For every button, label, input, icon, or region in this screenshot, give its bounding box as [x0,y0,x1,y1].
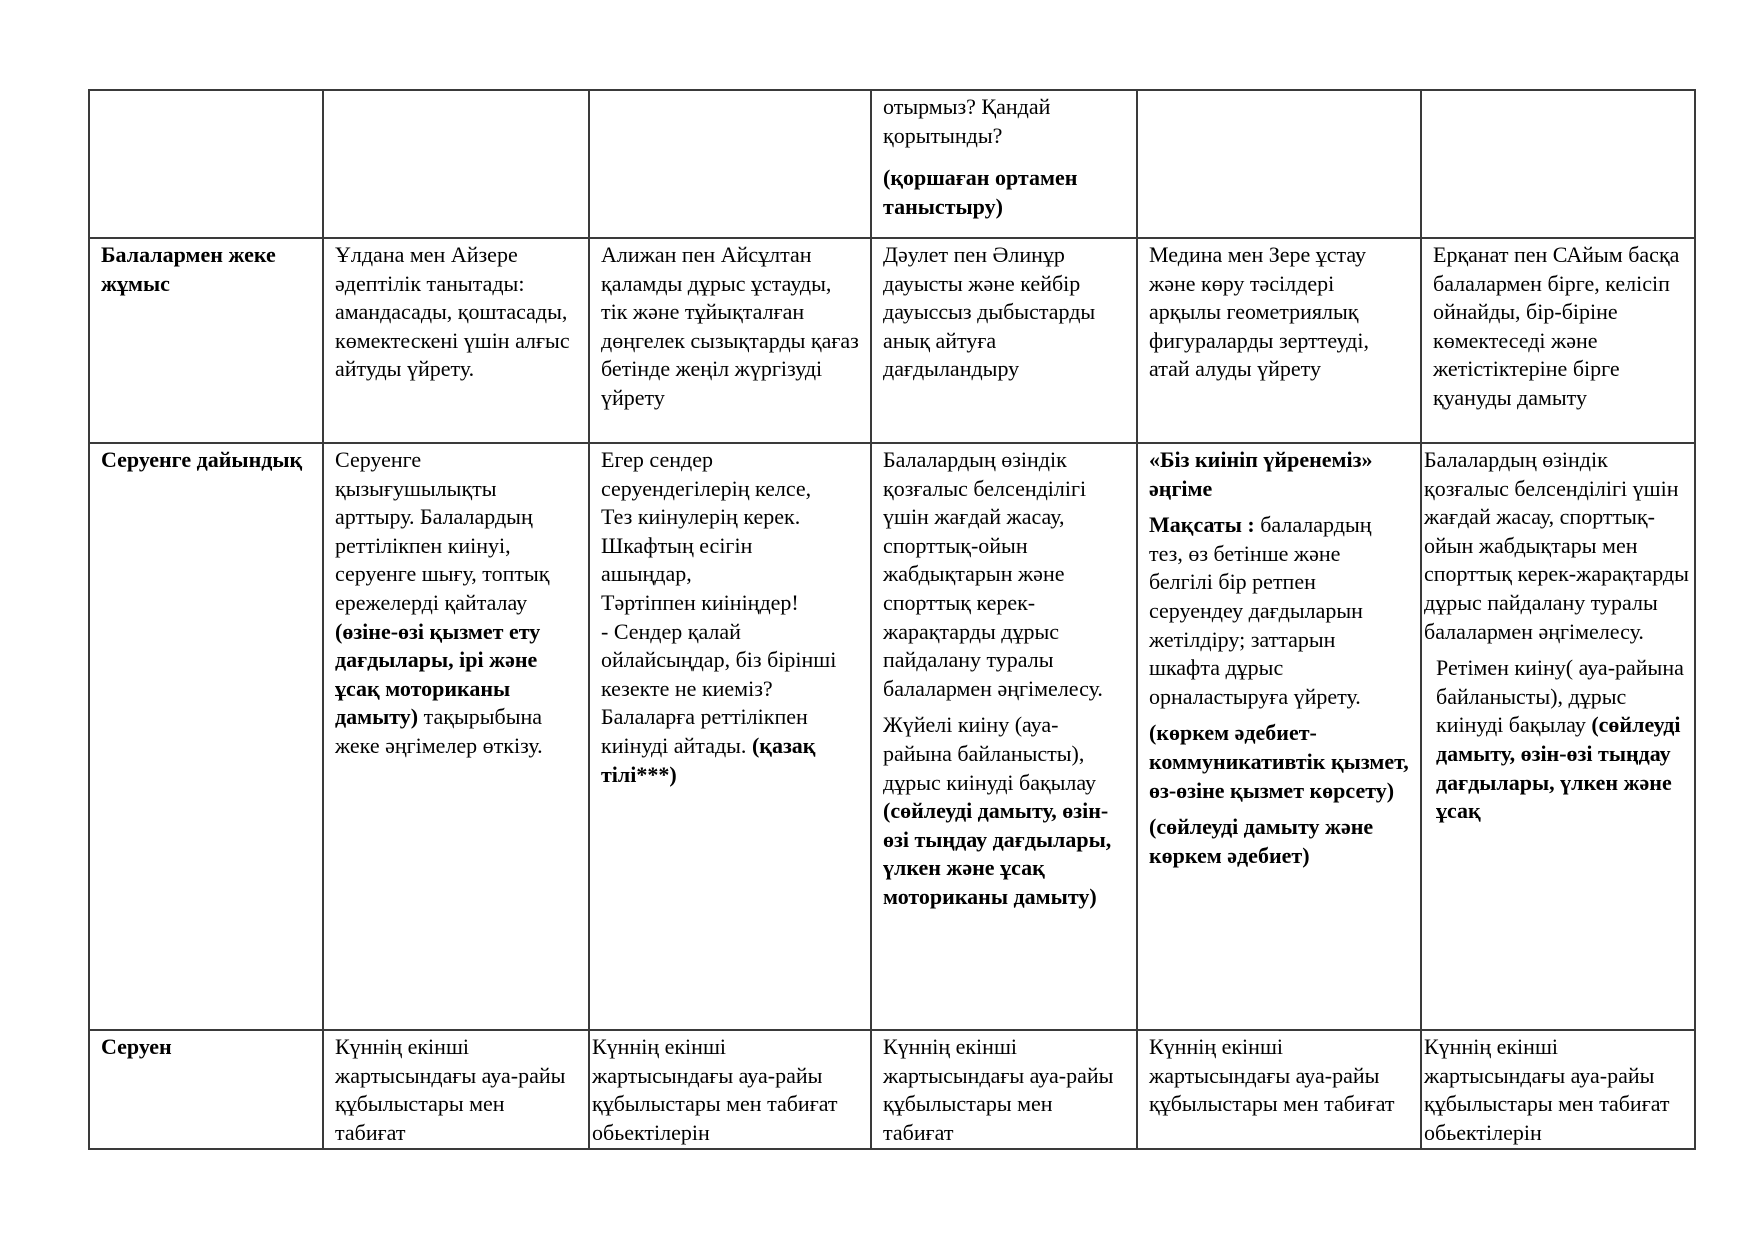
individual-work-tue: Алижан пен Айсұлтан қаламды дұрыс ұстауды, тік және тұйықталған дөңгелек сызықтарды қағаз бетінде жеңіл жүргізуді үйрету [589,238,871,443]
cell-label-empty [89,90,323,238]
walk-prep-mon [323,443,589,1030]
poem-line-4: Шкафтың есігін [601,532,753,558]
table-row-walk [89,1030,1695,1149]
walk-prep-wed-para-1: Балалардың өзіндік қозғалыс белсенділігі үшін жағдай жасау, спорттық-ойын жабдықтарын және спорттық керек-жарақтарды дұрыс пайдалану туралы балалармен әңгімелесу. [883,447,1103,701]
conversation-title: «Біз киініп үйренеміз» әңгіме [1149,447,1373,501]
continuation-line-1: отырмыз? Қандай [883,94,1051,119]
poem-line-6: Тәртіппен киініңдер! [601,589,799,615]
walk-prep-fri [1421,443,1695,1030]
schedule-table [88,89,1696,1150]
walk-tue: Күннің екінші жартысындағы ауа-райы құбылыстары мен табиғат обьектілерін [589,1030,871,1149]
row-label-walk: Серуен [89,1030,323,1149]
walk-fri: Күннің екінші жартысындағы ауа-райы құбылыстары мен табиғат обьектілерін [1421,1030,1695,1149]
cell-empty-4 [1137,90,1421,238]
continuation-subject-note: (қоршаған ортамен таныстыру) [883,165,1078,219]
walk-prep-tue [589,443,871,1030]
individual-work-wed: Дәулет пен Әлинұр дауысты және кейбір дауыссыз дыбыстарды анық айтуға дағдыландыру [871,238,1137,443]
walk-prep-mon-tail: тақырыбына жеке әңгімелер өткізу. [335,704,543,758]
goal-text: балалардың тез, өз бетінше және белгілі бір ретпен серуендеу дағдыларын жетілдіру; заттарын шкафта дұрыс орналастыруға үйрету. [1149,512,1372,709]
cell-continuation-text [871,90,1137,238]
walk-prep-wed-para-2: Жүйелі киіну (ауа-райына байланысты), дұрыс киінуді бақылау [883,712,1097,795]
individual-work-fri: Ерқанат пен САйым басқа балалармен бірге, келісіп ойнайды, бір-біріне көмектеседі және жетістіктеріне бірге қуануды дамыту [1421,238,1695,443]
walk-prep-thu-subject-2: (сөйлеуді дамыту және көркем әдебиет) [1149,814,1374,868]
walk-prep-fri-para-1: Балалардың өзіндік қозғалыс белсенділігі үшін жағдай жасау, спорттық-ойын жабдықтары мен спорттық керек-жарақтарды дұрыс пайдалану туралы балалармен әңгімелесу. [1424,447,1689,644]
cell-empty-1 [323,90,589,238]
walk-prep-fri-subject: (сөйлеуді дамыту, өзін-өзі тыңдау дағдылары, үлкен және ұсақ [1436,712,1681,824]
walk-prep-fri-para-2-wrap [1424,654,1692,826]
continuation-line-2: қорытынды? [883,122,1003,148]
walk-prep-wed-subject: (сөйлеуді дамыту, өзін-өзі тыңдау дағдылары, үлкен және ұсақ моториканы дамыту) [883,798,1112,909]
cell-empty-5 [1421,90,1695,238]
row-label-walk-preparation: Серуенге дайындық [89,443,323,1030]
walk-prep-fri-para-2: Ретімен киіну( ауа-райына байланысты), дұрыс киінуді бақылау [1436,655,1684,738]
table-row-individual-work [89,238,1695,443]
instruction-line: Балаларға реттілікпен киінуді айтады. [601,704,808,758]
walk-prep-mon-text: Серуенге қызығушылықты арттыру. Балалардың реттілікпен киінуі, серуенге шығу, топтық ережелерді қайталау [335,447,550,615]
walk-prep-tue-subject: (қазақ тілі***) [601,732,816,787]
goal-label: Мақсаты : [1149,512,1261,538]
walk-prep-mon-subject: (өзіне-өзі қызмет ету дағдылары, ірі және ұсақ моториканы дамыту) [335,618,541,730]
poem-line-2: серуендегілерің келсе, [601,475,812,501]
individual-work-thu: Медина мен Зере ұстау және көру тәсілдері арқылы геометриялық фигураларды зерттеуді, атай алуды үйрету [1137,238,1421,443]
walk-prep-wed [871,443,1137,1030]
row-label-individual-work: Балалармен жеке жұмыс [89,238,323,443]
walk-prep-thu-subject-1: (көркем әдебиет-коммуникативтік қызмет, өз-өзіне қызмет көрсету) [1149,720,1409,803]
walk-thu: Күннің екінші жартысындағы ауа-райы құбылыстары мен табиғат [1137,1030,1421,1149]
poem-line-3: Тез киінулерің керек. [601,504,801,530]
table-row-walk-preparation [89,443,1695,1030]
walk-wed: Күннің екінші жартысындағы ауа-райы құбылыстары мен табиғат [871,1030,1137,1149]
cell-empty-2 [589,90,871,238]
individual-work-mon: Ұлдана мен Айзере әдептілік танытады: амандасады, қоштасады, көмектескені үшін алғыс айтуды үйрету. [323,238,589,443]
poem-line-1: Егер сендер [601,447,713,472]
walk-prep-thu [1137,443,1421,1030]
walk-mon: Күннің екінші жартысындағы ауа-райы құбылыстары мен табиғат [323,1030,589,1149]
poem-line-5: ашыңдар, [601,561,692,587]
table-row-continuation [89,90,1695,238]
question-line: - Сендер қалай ойлайсыңдар, біз бірінші кезекте не киеміз? [601,618,837,701]
